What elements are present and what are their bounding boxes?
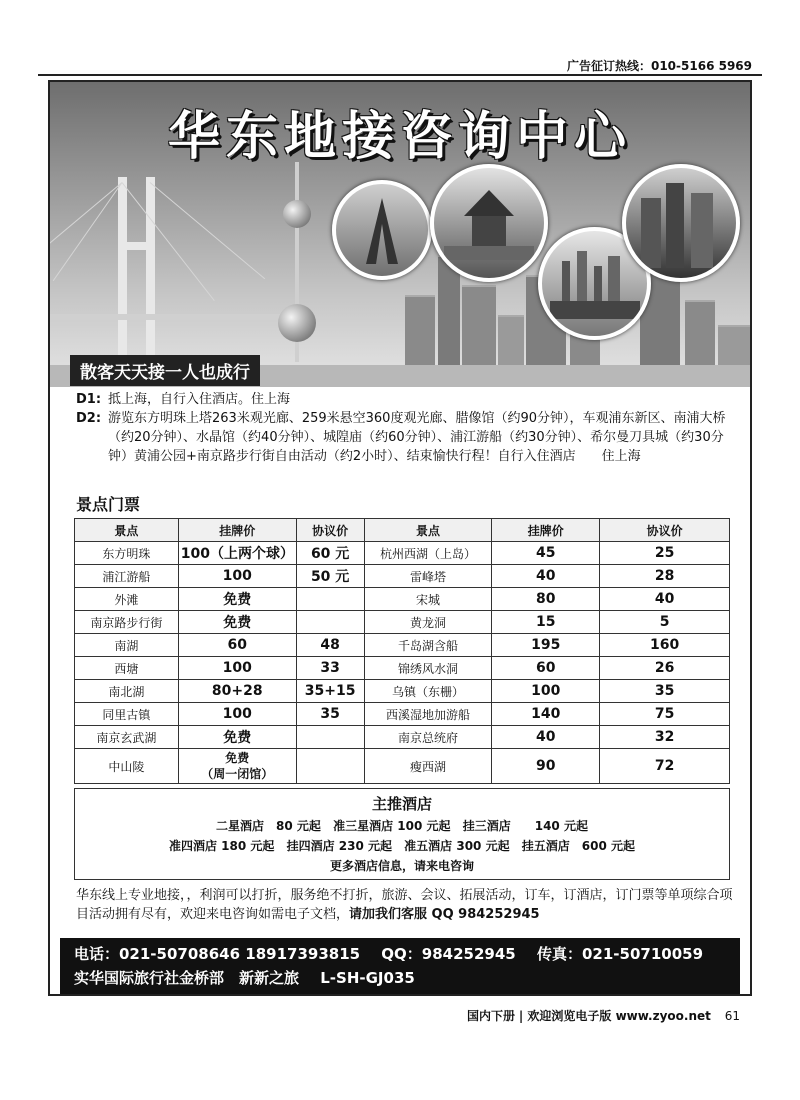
intro-text: 华东线上专业地接，，利润可以打折，服务绝不打折，旅游、会议、拓展活动，订车，订酒店，订门票等单项综合项目活动拥有尽有，欢迎来电咨询如需电子文档， bbox=[76, 888, 733, 922]
cell-attraction: 杭州西湖（上岛） bbox=[364, 542, 492, 565]
cell-list-price: 40 bbox=[492, 726, 600, 749]
company-intro bbox=[76, 886, 740, 924]
tagline: 散客天天接一人也成行 bbox=[70, 355, 260, 386]
cell-attraction: 南京玄武湖 bbox=[75, 726, 179, 749]
table-row bbox=[75, 565, 730, 588]
itinerary-day bbox=[76, 409, 740, 466]
hotels-title: 主推酒店 bbox=[371, 795, 432, 813]
hotels-line bbox=[75, 817, 729, 834]
contact-qq: QQ：984252945 bbox=[381, 945, 516, 963]
contact-line bbox=[74, 966, 726, 990]
license-number: L-SH-GJ035 bbox=[320, 969, 415, 987]
cell-list-price: 100 bbox=[492, 680, 600, 703]
ad-title: 华东地接咨询中心 bbox=[167, 107, 632, 167]
cell-attraction: 锦绣风水洞 bbox=[364, 657, 492, 680]
hotel-price: 挂三酒店 140 元起 bbox=[462, 819, 588, 833]
cell-list-price: 100 bbox=[178, 703, 296, 726]
cell-attraction: 中山陵 bbox=[75, 749, 179, 784]
footer-section: 国内下册 bbox=[466, 1009, 515, 1023]
cell-attraction: 南京总统府 bbox=[364, 726, 492, 749]
itinerary bbox=[76, 390, 740, 466]
cell-agreed-price bbox=[296, 611, 364, 634]
header-list-price: 挂牌价 bbox=[492, 519, 600, 542]
table-row bbox=[75, 611, 730, 634]
hotel-price: 挂五酒店 600 元起 bbox=[521, 839, 635, 853]
ad-hotline: 广告征订热线：010-5166 5969 bbox=[566, 59, 752, 73]
bridge-cable bbox=[150, 182, 266, 279]
page-footer bbox=[467, 1007, 740, 1024]
cell-attraction: 东方明珠 bbox=[75, 542, 179, 565]
cell-list-price: 免费 bbox=[178, 726, 296, 749]
cell-agreed-price: 5 bbox=[600, 611, 730, 634]
cell-list-price: 140 bbox=[492, 703, 600, 726]
cell-list-price bbox=[178, 749, 296, 784]
cell-attraction: 千岛湖含船 bbox=[364, 634, 492, 657]
tickets-section-title: 景点门票 bbox=[76, 495, 141, 514]
cell-attraction: 雷峰塔 bbox=[364, 565, 492, 588]
bridge-crossbar bbox=[118, 242, 155, 250]
cell-list-price: 90 bbox=[492, 749, 600, 784]
top-rule bbox=[38, 74, 762, 76]
day-text: 游览东方明珠上塔263米观光廊、259米悬空360度观光廊、腊像馆（约90分钟），车观浦东新区、南浦大桥（约20分钟）、水晶馆（约40分钟）、城隍庙（约60分钟）、浦江游船（约30分钟）、希尔曼刀具城（约30分钟）黄浦公园+南京路步行街自由活动（约2小时）、结束愉快行程！自行入住酒店 住上海 bbox=[108, 411, 726, 464]
cell-list-price: 80 bbox=[492, 588, 600, 611]
intro-qq: 请加我们客服 QQ 984252945 bbox=[349, 907, 540, 922]
cell-attraction: 西塘 bbox=[75, 657, 179, 680]
cell-attraction: 西溪湿地加游船 bbox=[364, 703, 492, 726]
hotels-line bbox=[75, 837, 729, 854]
header-agreed-price: 协议价 bbox=[296, 519, 364, 542]
cell-agreed-price bbox=[296, 588, 364, 611]
tv-tower-upper-sphere bbox=[283, 200, 311, 228]
company-name: 实华国际旅行社金桥部 新新之旅 bbox=[74, 969, 300, 987]
table-row bbox=[75, 703, 730, 726]
cell-agreed-price: 28 bbox=[600, 565, 730, 588]
footer-slogan: 欢迎浏览电子版 www.zyoo.net bbox=[527, 1009, 711, 1023]
cell-attraction: 南湖 bbox=[75, 634, 179, 657]
cell-list-price: 100（上两个球） bbox=[178, 542, 296, 565]
tv-tower-lower-sphere bbox=[278, 304, 316, 342]
hotels-more-info: 更多酒店信息，请来电咨询 bbox=[329, 859, 474, 873]
contact-bar bbox=[60, 938, 740, 994]
cell-agreed-price: 33 bbox=[296, 657, 364, 680]
recommended-hotels bbox=[74, 788, 730, 880]
cell-attraction: 南京路步行街 bbox=[75, 611, 179, 634]
cell-list-price: 15 bbox=[492, 611, 600, 634]
table-row bbox=[75, 542, 730, 565]
cell-list-price-line2: （周一闭馆） bbox=[201, 767, 274, 781]
day-text: 抵上海，自行入住酒店。住上海 bbox=[108, 392, 291, 407]
header-list-price: 挂牌价 bbox=[178, 519, 296, 542]
cell-list-price: 100 bbox=[178, 657, 296, 680]
cell-attraction: 宋城 bbox=[364, 588, 492, 611]
hotel-price: 二星酒店 80 元起 bbox=[216, 819, 321, 833]
cell-agreed-price: 72 bbox=[600, 749, 730, 784]
cell-attraction: 黄龙洞 bbox=[364, 611, 492, 634]
table-row bbox=[75, 657, 730, 680]
table-row bbox=[75, 588, 730, 611]
cell-list-price: 40 bbox=[492, 565, 600, 588]
table-row bbox=[75, 680, 730, 703]
photo-street bbox=[622, 164, 740, 282]
hotel-price: 准三星酒店 100 元起 bbox=[333, 819, 451, 833]
table-header-row bbox=[75, 519, 730, 542]
cell-attraction: 浦江游船 bbox=[75, 565, 179, 588]
cell-agreed-price: 50 元 bbox=[296, 565, 364, 588]
cell-attraction: 瘦西湖 bbox=[364, 749, 492, 784]
header-agreed-price: 协议价 bbox=[600, 519, 730, 542]
cell-attraction: 外滩 bbox=[75, 588, 179, 611]
cell-agreed-price: 32 bbox=[600, 726, 730, 749]
monument-icon bbox=[336, 184, 428, 276]
hotel-price: 挂四酒店 230 元起 bbox=[286, 839, 392, 853]
table-row bbox=[75, 726, 730, 749]
header-attraction: 景点 bbox=[364, 519, 492, 542]
table-row bbox=[75, 749, 730, 784]
pagoda-icon bbox=[434, 168, 544, 278]
contact-phone: 电话：021-50708646 18917393815 bbox=[74, 945, 361, 963]
photo-temple bbox=[430, 164, 548, 282]
table-row bbox=[75, 634, 730, 657]
photo-monument bbox=[332, 180, 432, 280]
cell-agreed-price: 35 bbox=[600, 680, 730, 703]
itinerary-day bbox=[76, 390, 740, 409]
ad-frame bbox=[48, 80, 752, 996]
hotel-price: 准五酒店 300 元起 bbox=[404, 839, 510, 853]
cell-agreed-price bbox=[296, 749, 364, 784]
cell-agreed-price: 48 bbox=[296, 634, 364, 657]
cell-agreed-price: 35+15 bbox=[296, 680, 364, 703]
cell-agreed-price: 40 bbox=[600, 588, 730, 611]
cell-list-price: 免费 bbox=[178, 588, 296, 611]
cell-list-price: 100 bbox=[178, 565, 296, 588]
cell-agreed-price: 26 bbox=[600, 657, 730, 680]
header-attraction: 景点 bbox=[75, 519, 179, 542]
cell-list-price: 免费 bbox=[178, 611, 296, 634]
cell-list-price: 195 bbox=[492, 634, 600, 657]
banner bbox=[50, 82, 750, 387]
ticket-price-table bbox=[74, 518, 730, 784]
cell-attraction: 南北湖 bbox=[75, 680, 179, 703]
bridge-tower-left bbox=[118, 177, 127, 367]
footer-divider: | bbox=[518, 1009, 528, 1023]
day-label: D1: bbox=[76, 392, 102, 407]
cell-list-price: 45 bbox=[492, 542, 600, 565]
cell-agreed-price: 35 bbox=[296, 703, 364, 726]
contact-line bbox=[74, 942, 726, 966]
cell-agreed-price: 25 bbox=[600, 542, 730, 565]
cell-list-price-line1: 免费 bbox=[225, 751, 250, 765]
cell-list-price: 80+28 bbox=[178, 680, 296, 703]
cell-agreed-price bbox=[296, 726, 364, 749]
hotel-price: 准四酒店 180 元起 bbox=[168, 839, 275, 853]
cell-list-price: 60 bbox=[492, 657, 600, 680]
bridge-tower-right bbox=[146, 177, 155, 367]
cell-attraction: 同里古镇 bbox=[75, 703, 179, 726]
page-number: 61 bbox=[724, 1009, 740, 1023]
bridge-deck bbox=[50, 314, 280, 320]
cell-agreed-price: 60 元 bbox=[296, 542, 364, 565]
cell-agreed-price: 160 bbox=[600, 634, 730, 657]
contact-fax: 传真：021-50710059 bbox=[536, 945, 704, 963]
street-icon bbox=[626, 168, 736, 278]
cell-agreed-price: 75 bbox=[600, 703, 730, 726]
cell-attraction: 乌镇（东栅） bbox=[364, 680, 492, 703]
day-label: D2: bbox=[76, 411, 102, 426]
cell-list-price: 60 bbox=[178, 634, 296, 657]
